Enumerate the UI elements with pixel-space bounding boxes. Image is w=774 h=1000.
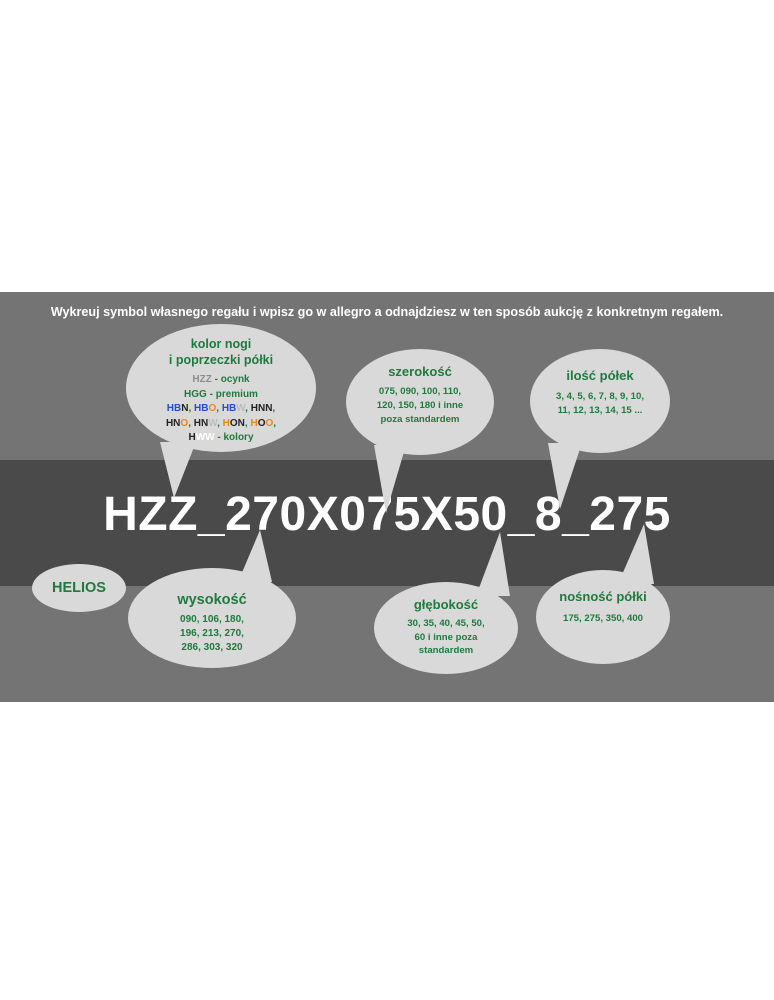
leg-color-row-2 [126, 388, 316, 403]
callout-shelf-capacity-tail [618, 524, 654, 584]
callout-shelf-capacity-body [536, 612, 670, 626]
shelf-count-values-1: 3, 4, 5, 6, 7, 8, 9, 10, [555, 391, 644, 402]
callout-leg-color-tail [160, 442, 196, 498]
callout-shelf-count-title: ilość półek [566, 368, 634, 383]
callout-shelf-capacity [536, 570, 670, 664]
callout-height-title: wysokość [177, 592, 247, 608]
callout-height-tail [238, 530, 272, 582]
depth-values-3: standardem [418, 645, 474, 656]
shelf-count-values-2: 11, 12, 13, 14, 15 ... [557, 405, 643, 416]
width-values-3: poza standardem [380, 414, 460, 425]
leg-color-row-4: HNO, HNW, HON, HOO, [165, 417, 277, 429]
depth-values-2: 60 i inne poza [414, 631, 478, 643]
callout-brand [32, 564, 126, 612]
callout-depth [374, 582, 518, 674]
callout-brand-label: HELIOS [52, 580, 106, 596]
leg-color-row-1 [126, 373, 316, 388]
code-hzz-desc: - ocynk [211, 374, 250, 385]
callout-shelf-capacity-title: nośność półki [559, 589, 647, 604]
leg-color-row-3: HBN, HBO, HBW, HNN, [166, 403, 276, 414]
callout-leg-color-title-2: i poprzeczki półki [168, 353, 274, 367]
callout-shelf-count-tail [548, 443, 582, 509]
width-values-1: 075, 090, 100, 110, [378, 386, 462, 397]
callout-width-tail [374, 445, 406, 513]
instruction-text: Wykreuj symbol własnego regału i wpisz go w allegro a odnajdziesz w ten sposób aukcję z konkretnym regałem. [50, 305, 724, 319]
leg-color-row-5: HWW - kolory [188, 432, 254, 443]
callout-shelf-count [530, 349, 670, 453]
code-hgg-desc: - premium [206, 388, 258, 400]
product-symbol: HZZ_270X075X50_8_275 [103, 488, 671, 541]
shelf-capacity-values-1: 175, 275, 350, 400 [562, 613, 644, 624]
height-values-2: 196, 213, 270, [180, 628, 244, 639]
callout-depth-body [374, 617, 518, 658]
code-hgg: HGG [184, 388, 207, 400]
height-values-1: 090, 106, 180, [180, 614, 244, 625]
callout-height-body [128, 613, 296, 655]
callout-width-body [346, 385, 494, 427]
symbol-legend-infographic [0, 292, 774, 702]
callout-leg-color-body [126, 373, 316, 446]
callout-leg-color-title-1: kolor nogi [190, 337, 252, 351]
callout-depth-tail [476, 532, 510, 596]
callout-shelf-count-body [530, 390, 670, 418]
code-hzz: HZZ [192, 374, 212, 385]
callout-height [128, 568, 296, 668]
height-values-3: 286, 303, 320 [181, 642, 243, 653]
callout-width-title: szerokość [388, 364, 452, 379]
callout-width [346, 349, 494, 455]
depth-values-1: 30, 35, 40, 45, 50, [407, 618, 485, 629]
callout-leg-color [126, 324, 316, 452]
callout-depth-title: głębokość [413, 597, 479, 612]
width-values-2: 120, 150, 180 i inne [376, 400, 464, 411]
